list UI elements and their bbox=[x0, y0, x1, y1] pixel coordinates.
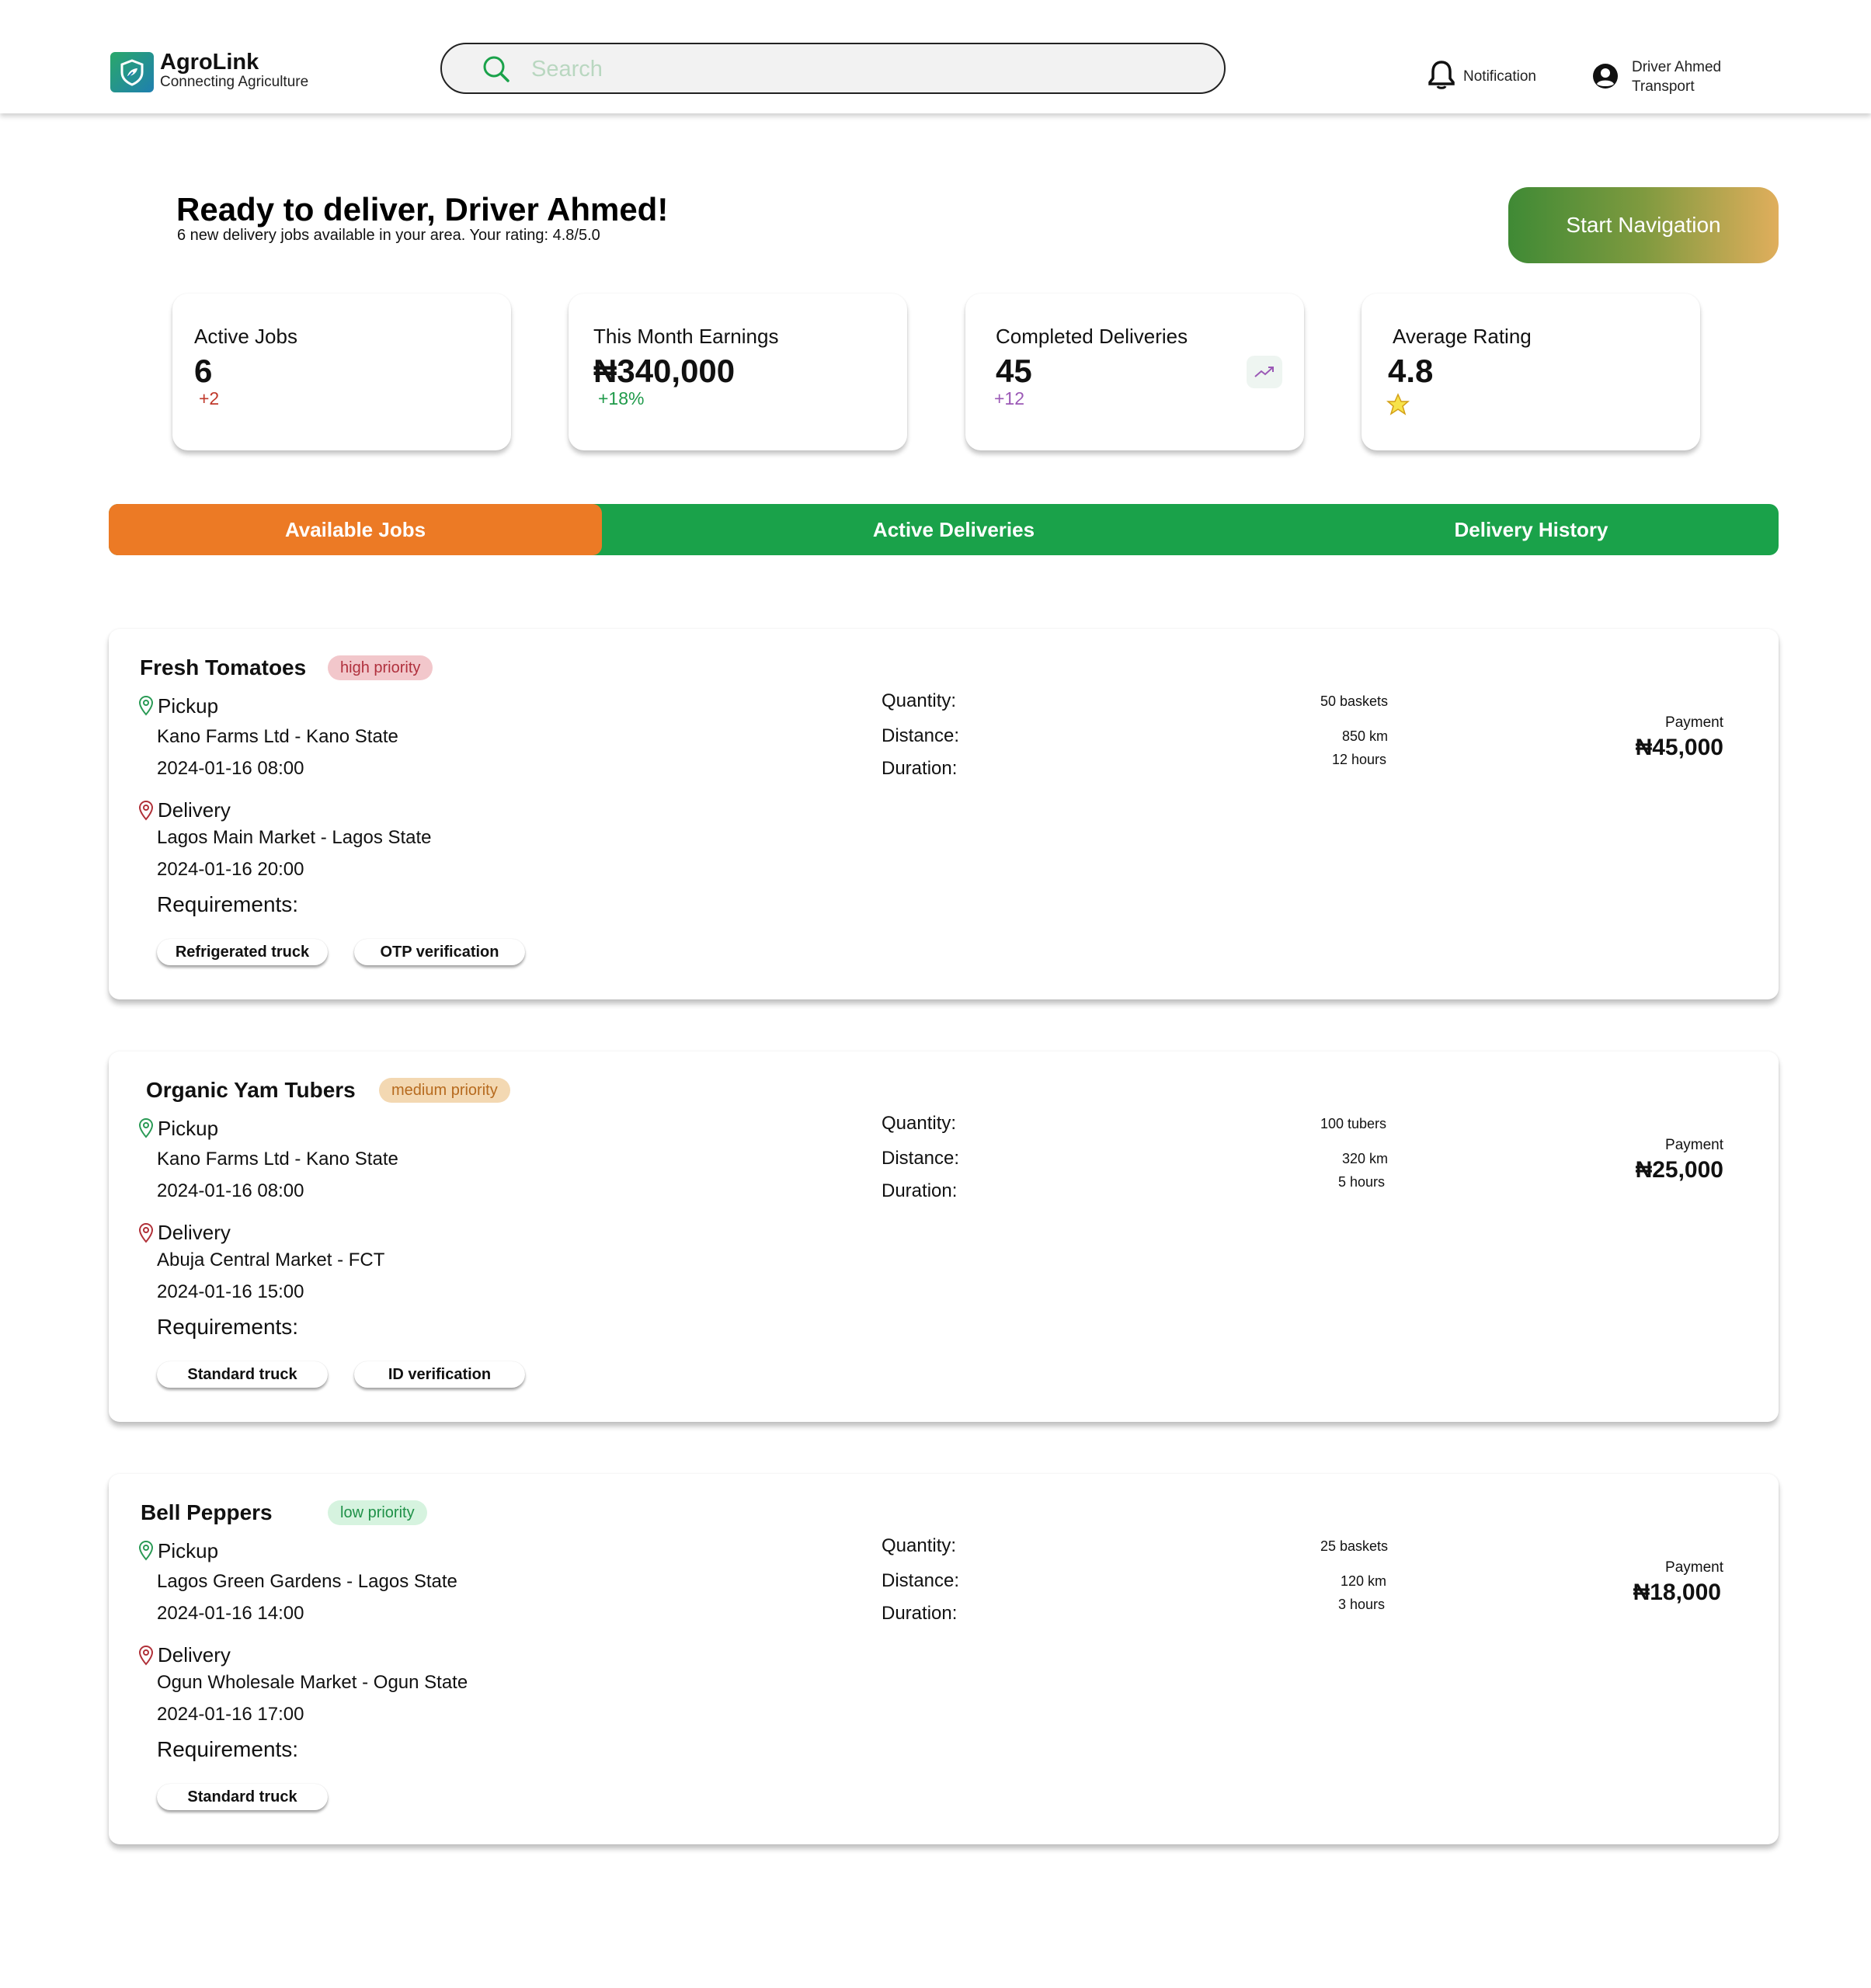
stat-card-average-rating bbox=[1362, 294, 1700, 450]
stat-delta: +2 bbox=[199, 388, 220, 408]
pickup-time: 2024-01-16 14:00 bbox=[157, 1603, 304, 1624]
stat-label: Completed Deliveries bbox=[996, 325, 1188, 348]
payment-label: Payment bbox=[1665, 1137, 1723, 1153]
star-icon bbox=[1386, 393, 1410, 420]
stat-card-completed-deliveries bbox=[965, 294, 1304, 450]
delivery-location: Abuja Central Market - FCT bbox=[157, 1249, 385, 1270]
pickup-label: Pickup bbox=[158, 694, 219, 718]
greeting-title: Ready to deliver, Driver Ahmed! bbox=[176, 191, 669, 228]
tab-delivery-history[interactable] bbox=[1284, 504, 1779, 555]
requirement-chip: OTP verification bbox=[354, 939, 525, 965]
search-bar[interactable] bbox=[440, 43, 1226, 94]
payment-label: Payment bbox=[1665, 1559, 1723, 1576]
pickup-pin-icon bbox=[137, 1540, 155, 1566]
pickup-pin-icon bbox=[137, 1117, 155, 1143]
quantity-label: Quantity: bbox=[882, 1535, 957, 1556]
payment-label: Payment bbox=[1665, 714, 1723, 731]
stat-label: This Month Earnings bbox=[593, 325, 779, 348]
pickup-time: 2024-01-16 08:00 bbox=[157, 1180, 304, 1201]
notification-button[interactable] bbox=[1428, 59, 1536, 94]
search-input[interactable] bbox=[531, 50, 1191, 88]
stat-delta: +12 bbox=[994, 388, 1025, 408]
distance-label: Distance: bbox=[882, 1148, 960, 1169]
tab-active-deliveries[interactable] bbox=[602, 504, 1284, 555]
bell-icon bbox=[1428, 59, 1455, 94]
distance-value: 320 km bbox=[1341, 1151, 1388, 1166]
quantity-label: Quantity: bbox=[882, 690, 957, 711]
job-card[interactable] bbox=[109, 1051, 1779, 1422]
job-title: Fresh Tomatoes bbox=[140, 655, 307, 679]
requirements-label: Requirements: bbox=[157, 1315, 299, 1339]
distance-label: Distance: bbox=[882, 1570, 960, 1591]
pickup-time: 2024-01-16 08:00 bbox=[157, 758, 304, 779]
user-avatar-icon bbox=[1591, 59, 1619, 94]
stat-value: 45 bbox=[996, 353, 1032, 389]
duration-value: 12 hours bbox=[1331, 752, 1386, 767]
payment-value: ₦25,000 bbox=[1635, 1157, 1723, 1183]
delivery-label: Delivery bbox=[158, 798, 231, 822]
user-role: Transport bbox=[1632, 78, 1695, 95]
stat-label: Active Jobs bbox=[194, 325, 297, 348]
duration-value: 5 hours bbox=[1337, 1174, 1385, 1190]
stat-label: Average Rating bbox=[1393, 325, 1532, 348]
agrolink-logo-icon[interactable] bbox=[110, 52, 154, 92]
user-name: Driver Ahmed bbox=[1632, 59, 1722, 75]
tab-label: Active Deliveries bbox=[872, 517, 1035, 541]
top-header bbox=[0, 0, 1871, 113]
brand-tagline: Connecting Agriculture bbox=[160, 74, 309, 90]
delivery-time: 2024-01-16 20:00 bbox=[157, 859, 304, 880]
job-card[interactable] bbox=[109, 1474, 1779, 1844]
stat-value: ₦340,000 bbox=[593, 353, 736, 389]
delivery-pin-icon bbox=[137, 1222, 155, 1248]
stat-delta: +18% bbox=[598, 388, 645, 408]
stat-value: 4.8 bbox=[1388, 353, 1434, 389]
trend-up-icon bbox=[1247, 356, 1282, 388]
priority-badge: high priority bbox=[328, 655, 433, 680]
requirement-chip: Refrigerated truck bbox=[157, 939, 328, 965]
stat-value: 6 bbox=[194, 353, 213, 389]
requirement-chip: Standard truck bbox=[157, 1784, 328, 1810]
quantity-value: 50 baskets bbox=[1320, 693, 1388, 709]
delivery-label: Delivery bbox=[158, 1643, 231, 1667]
priority-badge: low priority bbox=[328, 1500, 427, 1525]
requirement-chip: Standard truck bbox=[157, 1361, 328, 1388]
job-title: Organic Yam Tubers bbox=[146, 1078, 356, 1102]
delivery-label: Delivery bbox=[158, 1221, 231, 1244]
search-icon bbox=[481, 54, 512, 89]
payment-value: ₦45,000 bbox=[1635, 735, 1723, 760]
delivery-time: 2024-01-16 17:00 bbox=[157, 1704, 304, 1725]
stat-card-active-jobs bbox=[172, 294, 511, 450]
pickup-location: Kano Farms Ltd - Kano State bbox=[157, 726, 398, 747]
job-card[interactable] bbox=[109, 629, 1779, 999]
distance-label: Distance: bbox=[882, 725, 960, 746]
stat-card-month-earnings bbox=[569, 294, 907, 450]
tab-label: Delivery History bbox=[1454, 517, 1608, 541]
delivery-location: Ogun Wholesale Market - Ogun State bbox=[157, 1672, 468, 1693]
distance-value: 120 km bbox=[1340, 1573, 1386, 1589]
pickup-location: Kano Farms Ltd - Kano State bbox=[157, 1149, 398, 1170]
user-profile-menu[interactable] bbox=[1591, 59, 1721, 96]
tab-available-jobs[interactable]: Available Jobs bbox=[109, 504, 602, 555]
delivery-pin-icon bbox=[137, 800, 155, 825]
duration-label: Duration: bbox=[882, 1180, 958, 1201]
delivery-pin-icon bbox=[137, 1645, 155, 1670]
quantity-label: Quantity: bbox=[882, 1113, 957, 1134]
pickup-label: Pickup bbox=[158, 1117, 219, 1140]
payment-value: ₦18,000 bbox=[1633, 1580, 1721, 1605]
distance-value: 850 km bbox=[1341, 728, 1388, 744]
quantity-value: 25 baskets bbox=[1320, 1538, 1388, 1554]
requirements-label: Requirements: bbox=[157, 892, 299, 916]
duration-value: 3 hours bbox=[1337, 1597, 1385, 1612]
pickup-label: Pickup bbox=[158, 1539, 219, 1562]
brand-name: AgroLink bbox=[160, 50, 259, 75]
requirement-chip: ID verification bbox=[354, 1361, 525, 1388]
start-navigation-button[interactable]: Start Navigation bbox=[1508, 187, 1779, 263]
quantity-value: 100 tubers bbox=[1320, 1116, 1386, 1131]
greeting-subtitle: 6 new delivery jobs available in your area. Your rating: 4.8/5.0 bbox=[177, 227, 600, 244]
job-title: Bell Peppers bbox=[141, 1500, 273, 1524]
delivery-location: Lagos Main Market - Lagos State bbox=[157, 827, 432, 848]
pickup-pin-icon bbox=[137, 695, 155, 721]
delivery-time: 2024-01-16 15:00 bbox=[157, 1281, 304, 1302]
priority-badge: medium priority bbox=[379, 1078, 510, 1103]
pickup-location: Lagos Green Gardens - Lagos State bbox=[157, 1571, 457, 1592]
duration-label: Duration: bbox=[882, 758, 958, 779]
notification-label: Notification bbox=[1463, 68, 1536, 85]
job-tabs bbox=[109, 504, 1779, 555]
duration-label: Duration: bbox=[882, 1603, 958, 1624]
requirements-label: Requirements: bbox=[157, 1737, 299, 1761]
